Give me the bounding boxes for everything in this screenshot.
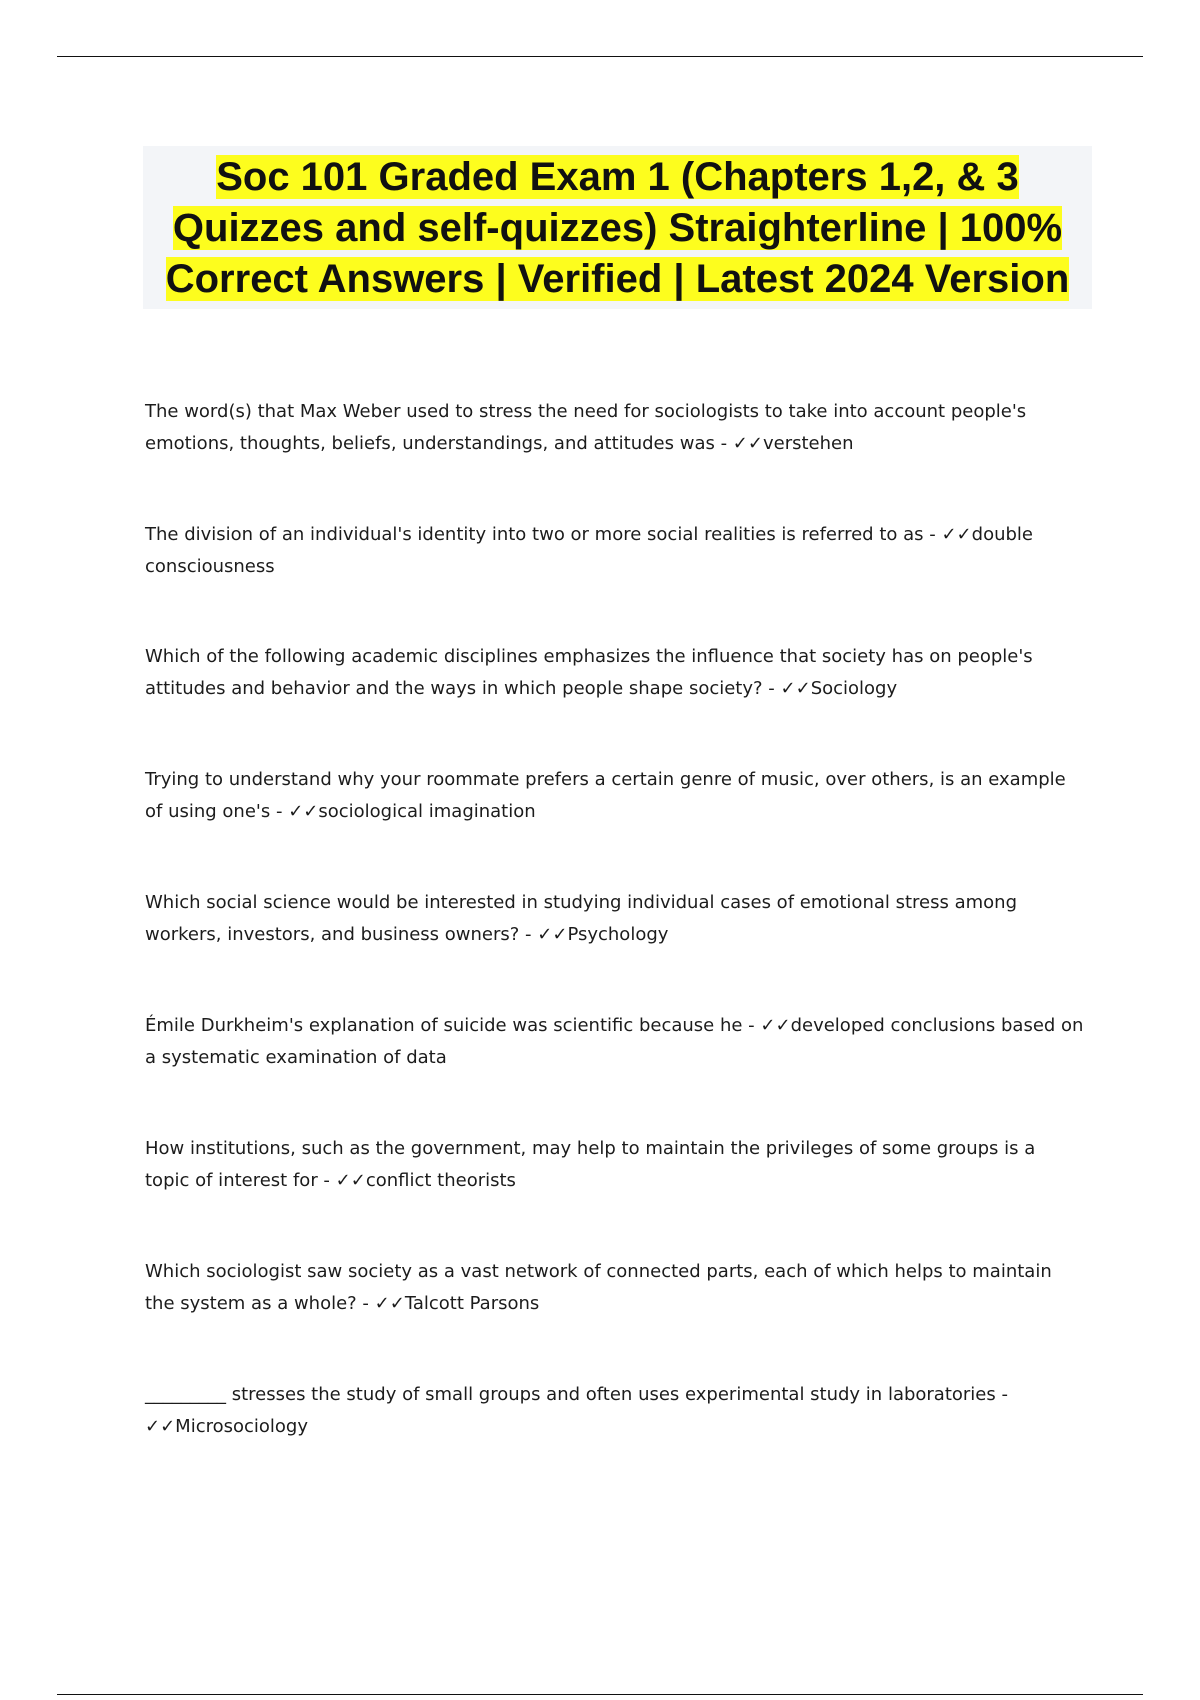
answer-text: Sociology	[810, 678, 898, 699]
qa-item	[145, 1379, 1085, 1443]
question-text: Which of the following academic disciplines emphasizes the influence that society has on people's attitudes and behavior and the ways in which people shape society? -	[145, 646, 1033, 699]
qa-item	[145, 396, 1085, 460]
answer-text: Talcott Parsons	[404, 1293, 540, 1314]
double-check-icon: ✓✓	[374, 1293, 405, 1314]
bottom-rule	[57, 1694, 1143, 1695]
question-text: How institutions, such as the government, may help to maintain the privileges of some groups is a topic of interest for -	[145, 1138, 1036, 1191]
answer-text: conflict theorists	[365, 1170, 516, 1191]
question-text: Trying to understand why your roommate prefers a certain genre of music, over others, is an example of using one's -	[145, 769, 1066, 822]
answer-text: sociological imagination	[318, 801, 536, 822]
answer-text: developed conclusions based on a systematic examination of data	[145, 1015, 1084, 1068]
question-text: Which sociologist saw society as a vast network of connected parts, each of which helps to maintain the system as a whole? -	[145, 1261, 1052, 1314]
qa-item	[145, 764, 1085, 828]
document-title	[143, 152, 1092, 305]
qa-item	[145, 1133, 1085, 1197]
double-check-icon: ✓✓	[732, 433, 763, 454]
qa-item	[145, 641, 1085, 705]
double-check-icon: ✓✓	[760, 1015, 791, 1036]
answer-text: Microsociology	[175, 1416, 309, 1437]
double-check-icon: ✓✓	[335, 1170, 366, 1191]
title-highlight: Soc 101 Graded Exam 1 (Chapters 1,2, & 3 Quizzes and self-quizzes) Straighterline | 100% Correct Answers | Verified | Latest 2024 Version	[165, 155, 1070, 301]
question-text: The division of an individual's identity into two or more social realities is referred to as -	[145, 524, 942, 545]
question-text: _________ stresses the study of small groups and often uses experimental study in laboratories -	[145, 1384, 1008, 1405]
qa-item	[145, 1256, 1085, 1320]
qa-item	[145, 1010, 1085, 1074]
double-check-icon: ✓✓	[145, 1416, 176, 1437]
qa-item	[145, 887, 1085, 951]
double-check-icon: ✓✓	[537, 924, 568, 945]
double-check-icon: ✓✓	[288, 801, 319, 822]
question-text: Which social science would be interested in studying individual cases of emotional stress among workers, investors, and business owners? -	[145, 892, 1018, 945]
question-text: The word(s) that Max Weber used to stress the need for sociologists to take into account people's emotions, thoughts, beliefs, understandings, and attitudes was -	[145, 401, 1027, 454]
double-check-icon: ✓✓	[780, 678, 811, 699]
answer-text: double consciousness	[145, 524, 1033, 577]
double-check-icon: ✓✓	[941, 524, 972, 545]
answer-text: Psychology	[567, 924, 669, 945]
qa-item	[145, 519, 1085, 583]
top-rule	[57, 56, 1143, 57]
answer-text: verstehen	[762, 433, 854, 454]
title-block	[143, 146, 1092, 309]
question-text: Émile Durkheim's explanation of suicide was scientific because he -	[145, 1015, 761, 1036]
